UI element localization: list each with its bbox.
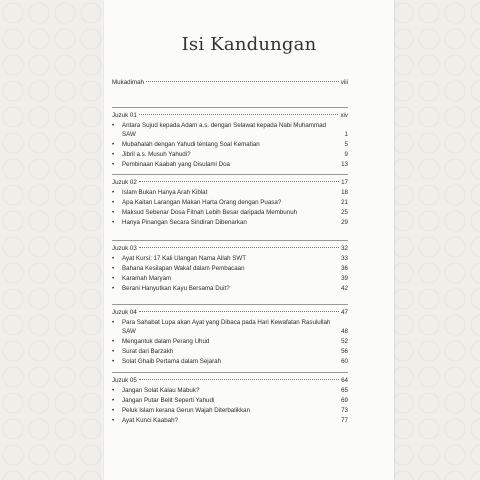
bullet-icon: • [112, 397, 115, 404]
entry-title: Pembinaan Kaabah yang Disulami Doa [122, 161, 231, 168]
entry-page: 69 [341, 397, 348, 404]
toc-entry [112, 208, 348, 217]
toc-entry [112, 218, 348, 227]
entry-title: Mengantuk dalam Perang Uhud [122, 338, 210, 345]
toc-section [112, 304, 348, 366]
entry-title: Peluk Islam kerana Gerun Wajah Diterbalikkan [122, 407, 251, 414]
entry-page: 29 [341, 219, 348, 226]
toc-mukadimah-page: viii [340, 79, 348, 86]
entry-title: Jangan Solat Kalau Mabuk? [122, 387, 200, 394]
toc-section-heading [112, 244, 348, 253]
section-label: Juzuk 04 [112, 309, 137, 316]
entry-title: Jibril a.s. Musuh Yahudi? [122, 151, 191, 158]
entry-page: 56 [341, 348, 348, 355]
section-divider [112, 304, 348, 305]
bullet-icon: • [112, 161, 115, 168]
toc-section [112, 372, 348, 425]
entry-page: 52 [341, 338, 348, 345]
entry-page: 60 [341, 358, 348, 365]
toc-entry [112, 140, 348, 149]
bullet-icon: • [112, 141, 115, 148]
entry-title: Islam Bukan Hanya Arah Kiblat [122, 189, 208, 196]
entry-page: 33 [341, 255, 348, 262]
entry-page: 18 [341, 189, 348, 196]
entry-title: Para Sahabat Lupa akan Ayat yang Dibaca pada Hari Kewafatan Rasulullah SAW [122, 319, 331, 335]
toc-mukadimah-label: Mukadimah [112, 79, 144, 86]
bullet-icon: • [112, 189, 115, 196]
toc-entry [112, 416, 348, 425]
toc-entry [112, 198, 348, 207]
bullet-icon: • [112, 122, 115, 129]
leader-dots [139, 247, 339, 248]
leader-dots [139, 181, 339, 182]
entry-title: Ayat Kursi: 17 Kali Ulangan Nama Allah SWT [122, 255, 247, 262]
bullet-icon: • [112, 348, 115, 355]
leader-dots [146, 81, 339, 82]
toc-section [112, 107, 348, 169]
toc-section-heading [112, 376, 348, 385]
toc-entry [112, 160, 348, 169]
toc-entry [112, 337, 348, 346]
entry-title: Maksud Sebenar Dosa Fitnah Lebih Besar daripada Membunuh [122, 209, 298, 216]
section-divider [112, 174, 348, 175]
toc-entry [112, 347, 348, 356]
background-pattern-left [0, 0, 102, 480]
entry-title: Jangan Putar Belit Seperti Yahudi [122, 397, 215, 404]
bullet-icon: • [112, 319, 115, 326]
entry-title: Antara Sujud kepada Adam a.s. dengan Selawat kepada Nabi Muhammad SAW [122, 122, 326, 138]
toc-entry [112, 121, 348, 139]
entry-page: 39 [341, 275, 348, 282]
toc-entry [112, 396, 348, 405]
section-divider [112, 372, 348, 373]
bullet-icon: • [112, 338, 115, 345]
bullet-icon: • [112, 265, 115, 272]
entry-page: 48 [341, 328, 348, 335]
section-label: Juzuk 02 [112, 179, 137, 186]
toc-mukadimah [112, 78, 348, 87]
section-page: 47 [341, 309, 348, 316]
section-page: 17 [341, 179, 348, 186]
page-title: Isi Kandungan [181, 34, 317, 55]
entry-title: Karamah Maryam [122, 275, 172, 282]
entry-page: 13 [341, 161, 348, 168]
bullet-icon: • [112, 358, 115, 365]
section-divider [112, 107, 348, 108]
toc-entry [112, 318, 348, 336]
entry-title: Mubahalah dengan Yahudi tentang Soal Kematian [122, 141, 260, 148]
bullet-icon: • [112, 255, 115, 262]
entry-page: 73 [341, 407, 348, 414]
toc-entry [112, 386, 348, 395]
section-page: xiv [340, 112, 348, 119]
entry-page: 9 [344, 151, 348, 158]
toc-section [112, 174, 348, 227]
background-pattern-right [390, 0, 480, 480]
entry-title: Surat dari Barzakh [122, 348, 174, 355]
entry-page: 21 [341, 199, 348, 206]
toc-entry [112, 150, 348, 159]
bullet-icon: • [112, 151, 115, 158]
entry-title: Bahana Kesilapan Wakaf dalam Pembacaan [122, 265, 245, 272]
toc-section-heading [112, 308, 348, 317]
toc-entry [112, 406, 348, 415]
bullet-icon: • [112, 275, 115, 282]
bullet-icon: • [112, 387, 115, 394]
leader-dots [139, 114, 339, 115]
section-page: 64 [341, 377, 348, 384]
entry-page: 5 [344, 141, 348, 148]
toc-section-heading [112, 111, 348, 120]
entry-title: Berani Hanyutkan Kayu Bersama Duit? [122, 285, 230, 292]
entry-page: 1 [344, 131, 348, 138]
section-label: Juzuk 05 [112, 377, 137, 384]
section-divider [112, 240, 348, 241]
toc-entry [112, 274, 348, 283]
leader-dots [139, 379, 339, 380]
toc-entry [112, 254, 348, 263]
section-label: Juzuk 03 [112, 245, 137, 252]
leader-dots [139, 311, 339, 312]
toc-entry [112, 357, 348, 366]
bullet-icon: • [112, 285, 115, 292]
section-page: 32 [341, 245, 348, 252]
entry-page: 77 [341, 417, 348, 424]
bullet-icon: • [112, 219, 115, 226]
bullet-icon: • [112, 407, 115, 414]
entry-page: 42 [341, 285, 348, 292]
entry-page: 25 [341, 209, 348, 216]
toc-section [112, 240, 348, 293]
toc-entry [112, 188, 348, 197]
section-label: Juzuk 01 [112, 112, 137, 119]
entry-page: 36 [341, 265, 348, 272]
toc-entry [112, 284, 348, 293]
entry-page: 65 [341, 387, 348, 394]
bullet-icon: • [112, 209, 115, 216]
bullet-icon: • [112, 417, 115, 424]
entry-title: Ayat Kunci Kaabah? [122, 417, 178, 424]
toc-entry [112, 264, 348, 273]
entry-title: Hanya Pinangan Secara Sindiran Dibenarkan [122, 219, 247, 226]
entry-title: Solat Ghaib Pertama dalam Sejarah [122, 358, 222, 365]
table-of-contents [112, 78, 348, 424]
toc-section-heading [112, 178, 348, 187]
bullet-icon: • [112, 199, 115, 206]
entry-title: Apa Kaitan Larangan Makan Harta Orang dengan Puasa? [122, 199, 282, 206]
